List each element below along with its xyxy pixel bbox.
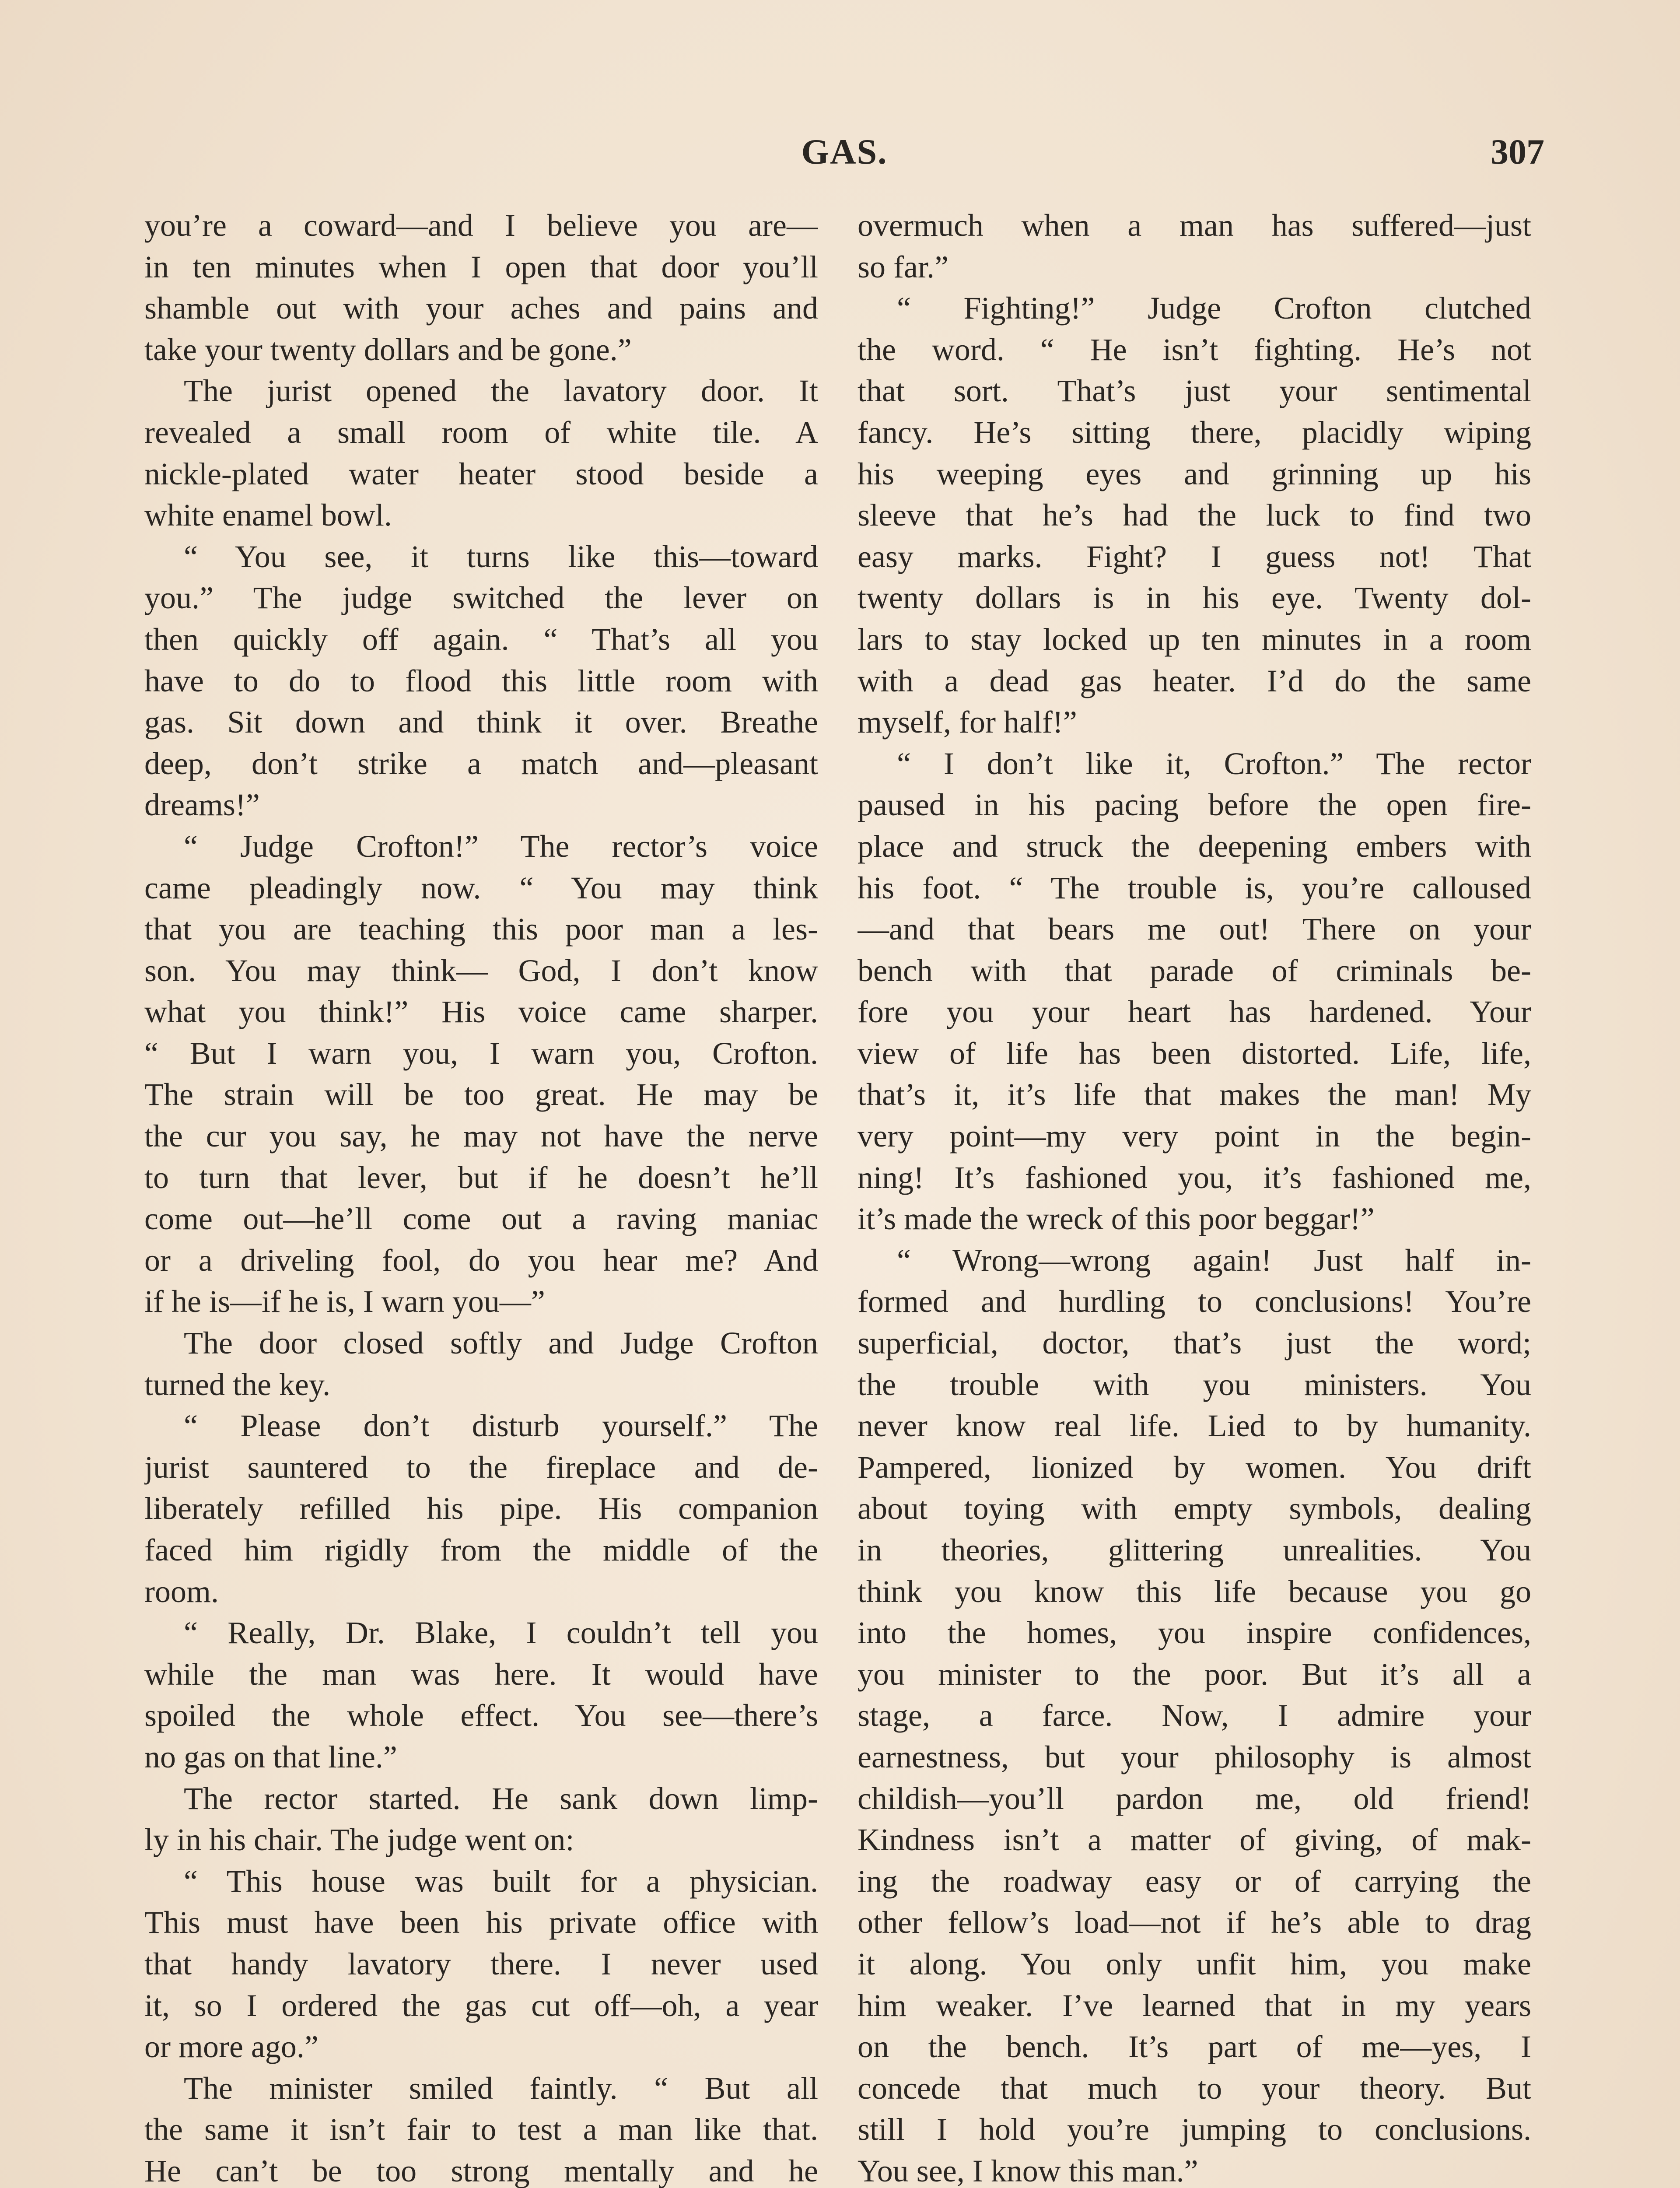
text-line: “ You see, it turns like this—toward <box>184 539 818 574</box>
text-line: you minister to the poor. But it’s all a <box>858 1656 1531 1692</box>
text-line: fancy. He’s sitting there, placidly wiping <box>858 414 1531 450</box>
text-line: that you are teaching this poor man a les- <box>144 912 818 947</box>
text-line: his foot. “ The trouble is, you’re calloused <box>858 870 1531 905</box>
text-line: with a dead gas heater. I’d do the same <box>858 663 1531 698</box>
text-line: that’s it, it’s life that makes the man! My <box>858 1077 1531 1112</box>
text-line: it’s made the wreck of this poor beggar!” <box>858 1201 1375 1237</box>
text-line: fore you your heart has hardened. Your <box>858 994 1531 1030</box>
text-line: formed and hurdling to conclusions! You’re <box>858 1284 1531 1319</box>
text-line: The jurist opened the lavatory door. It <box>184 373 818 409</box>
text-line: dreams!” <box>144 787 260 823</box>
text-line: turned the key. <box>144 1367 331 1402</box>
text-line: easy marks. Fight? I guess not! That <box>858 539 1531 574</box>
text-line: shamble out with your aches and pains and <box>144 291 818 326</box>
text-line: The strain will be too great. He may be <box>144 1077 818 1112</box>
text-line: if he is—if he is, I warn you—” <box>144 1284 545 1319</box>
text-line: his weeping eyes and grinning up his <box>858 456 1531 491</box>
text-line: white enamel bowl. <box>144 498 392 533</box>
text-line: “ I don’t like it, Crofton.” The rector <box>897 746 1531 781</box>
text-line: revealed a small room of white tile. A <box>144 414 818 450</box>
text-line: that sort. That’s just your sentimental <box>858 373 1531 409</box>
text-line: —and that bears me out! There on your <box>858 912 1531 947</box>
text-line: room. <box>144 1574 219 1609</box>
text-line: on the bench. It’s part of me—yes, I <box>858 2029 1531 2065</box>
text-line: came pleadingly now. “ You may think <box>144 870 818 905</box>
text-line: Kindness isn’t a matter of giving, of mak- <box>858 1822 1531 1858</box>
text-line: Pampered, lionized by women. You drift <box>858 1449 1531 1485</box>
text-line: deep, don’t strike a match and—pleasant <box>144 746 818 781</box>
text-line: ning! It’s fashioned you, it’s fashioned me, <box>858 1160 1531 1195</box>
text-line: “ But I warn you, I warn you, Crofton. <box>144 1035 818 1071</box>
text-line: The door closed softly and Judge Crofton <box>184 1325 818 1361</box>
text-line: faced him rigidly from the middle of the <box>144 1532 818 1567</box>
text-line: “ Judge Crofton!” The rector’s voice <box>184 828 818 864</box>
text-line: place and struck the deepening embers with <box>858 828 1531 864</box>
text-line: in theories, glittering unrealities. You <box>858 1532 1531 1567</box>
text-line: ing the roadway easy or of carrying the <box>858 1863 1531 1899</box>
text-line: into the homes, you inspire confidences, <box>858 1615 1531 1651</box>
text-line: “ Really, Dr. Blake, I couldn’t tell you <box>184 1615 818 1651</box>
text-line: sleeve that he’s had the luck to find two <box>858 498 1531 533</box>
text-line: spoiled the whole effect. You see—there’s <box>144 1698 818 1733</box>
text-line: overmuch when a man has suffered—just <box>858 208 1531 243</box>
text-columns <box>144 205 1544 2188</box>
text-line: The minister smiled faintly. “ But all <box>184 2070 818 2106</box>
text-line: other fellow’s load—not if he’s able to drag <box>858 1905 1531 1940</box>
text-line: very point—my very point in the begin- <box>858 1119 1531 1154</box>
text-line: liberately refilled his pipe. His companion <box>144 1491 818 1526</box>
text-line: superficial, doctor, that’s just the word; <box>858 1325 1531 1361</box>
text-line: or a driveling fool, do you hear me? And <box>144 1242 818 1278</box>
text-line: lars to stay locked up ten minutes in a room <box>858 621 1531 657</box>
text-line: no gas on that line.” <box>144 1739 397 1774</box>
text-line: him weaker. I’ve learned that in my years <box>858 1988 1531 2023</box>
text-line: “ Please don’t disturb yourself.” The <box>184 1408 818 1444</box>
page-number: 307 <box>1491 132 1544 172</box>
page-header <box>144 131 1544 179</box>
text-line: the cur you say, he may not have the nerve <box>144 1119 818 1154</box>
text-line: earnestness, but your philosophy is almost <box>858 1739 1531 1774</box>
text-line: it along. You only unfit him, you make <box>858 1946 1531 1981</box>
running-title: GAS. <box>801 132 888 172</box>
text-line: about toying with empty symbols, dealing <box>858 1491 1531 1526</box>
right-column <box>858 205 1531 2188</box>
text-line: so far.” <box>858 249 948 284</box>
text-line: come out—he’ll come out a raving maniac <box>144 1201 818 1237</box>
text-line: This must have been his private office with <box>144 1905 818 1940</box>
text-line: He can’t be too strong mentally and he <box>144 2153 818 2188</box>
text-line: it, so I ordered the gas cut off—oh, a year <box>144 1988 818 2023</box>
text-line: what you think!” His voice came sharper. <box>144 994 818 1030</box>
left-column <box>144 205 818 2188</box>
text-line: never know real life. Lied to by humanity. <box>858 1408 1531 1444</box>
text-line: in ten minutes when I open that door you’ll <box>144 249 818 284</box>
text-line: ly in his chair. The judge went on: <box>144 1822 574 1858</box>
text-line: the trouble with you ministers. You <box>858 1367 1531 1402</box>
text-line: twenty dollars is in his eye. Twenty dol- <box>858 580 1531 616</box>
text-line: to turn that lever, but if he doesn’t he’ll <box>144 1160 818 1195</box>
text-line: have to do to flood this little room with <box>144 663 818 698</box>
text-line: you’re a coward—and I believe you are— <box>144 208 818 243</box>
text-line: view of life has been distorted. Life, life, <box>858 1035 1531 1071</box>
text-line: jurist sauntered to the fireplace and de- <box>144 1449 818 1485</box>
text-line: You see, I know this man.” <box>858 2153 1198 2188</box>
text-line: son. You may think— God, I don’t know <box>144 953 818 988</box>
text-line: the same it isn’t fair to test a man like that. <box>144 2112 818 2147</box>
text-line: bench with that parade of criminals be- <box>858 953 1531 988</box>
text-line: concede that much to your theory. But <box>858 2070 1531 2106</box>
text-line: still I hold you’re jumping to conclusions. <box>858 2112 1531 2147</box>
text-line: you.” The judge switched the lever on <box>144 580 818 616</box>
text-line: the word. “ He isn’t fighting. He’s not <box>858 332 1531 367</box>
text-line: paused in his pacing before the open fire- <box>858 787 1531 823</box>
text-line: then quickly off again. “ That’s all you <box>144 621 818 657</box>
text-line: myself, for half!” <box>858 705 1077 740</box>
text-line: The rector started. He sank down limp- <box>184 1781 818 1816</box>
text-line: stage, a farce. Now, I admire your <box>858 1698 1531 1733</box>
text-line: while the man was here. It would have <box>144 1656 818 1692</box>
text-line: that handy lavatory there. I never used <box>144 1946 818 1981</box>
text-line: “ Fighting!” Judge Crofton clutched <box>897 291 1531 326</box>
text-line: childish—you’ll pardon me, old friend! <box>858 1781 1531 1816</box>
text-line: gas. Sit down and think it over. Breathe <box>144 705 818 740</box>
text-line: “ Wrong—wrong again! Just half in- <box>897 1242 1531 1278</box>
text-line: or more ago.” <box>144 2029 318 2065</box>
text-line: take your twenty dollars and be gone.” <box>144 332 632 367</box>
text-line: nickle-plated water heater stood beside a <box>144 456 818 491</box>
text-line: think you know this life because you go <box>858 1574 1531 1609</box>
text-line: “ This house was built for a physician. <box>184 1863 818 1899</box>
